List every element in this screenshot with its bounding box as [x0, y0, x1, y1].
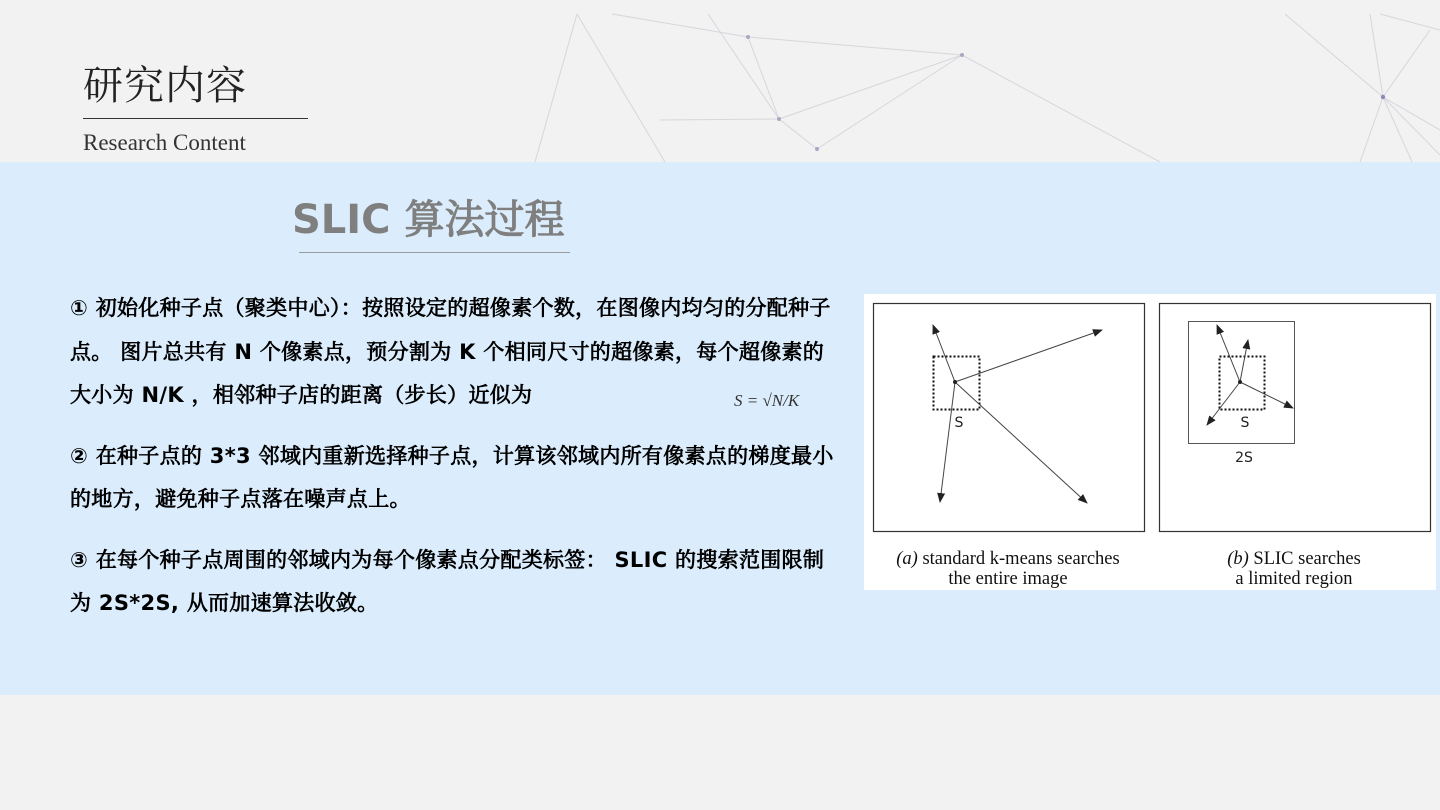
section-title: SLIC 算法过程 — [292, 197, 565, 243]
caption-b — [1158, 549, 1430, 589]
caption-b-line1: SLIC searches — [1253, 549, 1361, 569]
page-title: 研究内容 — [83, 63, 247, 109]
section-title-underline — [299, 252, 570, 253]
caption-a — [872, 549, 1144, 589]
step-1-text: ① 初始化种子点（聚类中心）：按照设定的超像素个数，在图像内均匀的分配种子点。 图片总共有 N 个像素点，预分割为 K 个相同尺寸的超像素，每个超像素的大小为 N/K ，相邻种子店的距离（步长）近似为 — [70, 296, 831, 407]
step-3-text: ③ 在每个种子点周围的邻域内为每个像素点分配类标签： SLIC 的搜索范围限制为 2S*2S, 从而加速算法收敛。 — [70, 547, 825, 615]
caption-b-tag: (b) — [1227, 549, 1249, 569]
panel-a-frame — [874, 304, 1145, 532]
caption-a-line1: standard k-means searches — [922, 549, 1120, 569]
panel-a-search-arrows — [933, 325, 1102, 503]
caption-a-tag: (a) — [896, 549, 918, 569]
title-underline — [83, 118, 308, 119]
steps-list — [70, 287, 840, 643]
panel-a-s-label: S — [954, 415, 964, 431]
panel-b-2s-label: 2S — [1235, 450, 1253, 466]
search-region-diagram — [864, 294, 1436, 590]
caption-b-line2: a limited region — [1235, 569, 1353, 589]
caption-a-line2: the entire image — [948, 569, 1068, 589]
page-subtitle: Research Content — [83, 130, 246, 155]
step-size-formula: S = √N/K — [734, 391, 800, 410]
slic-search-figure — [864, 294, 1436, 590]
panel-b-s-label: S — [1240, 415, 1250, 431]
step-2-text: ② 在种子点的 3*3 邻域内重新选择种子点，计算该邻域内所有像素点的梯度最小的地方，避免种子点落在噪声点上。 — [70, 443, 834, 511]
